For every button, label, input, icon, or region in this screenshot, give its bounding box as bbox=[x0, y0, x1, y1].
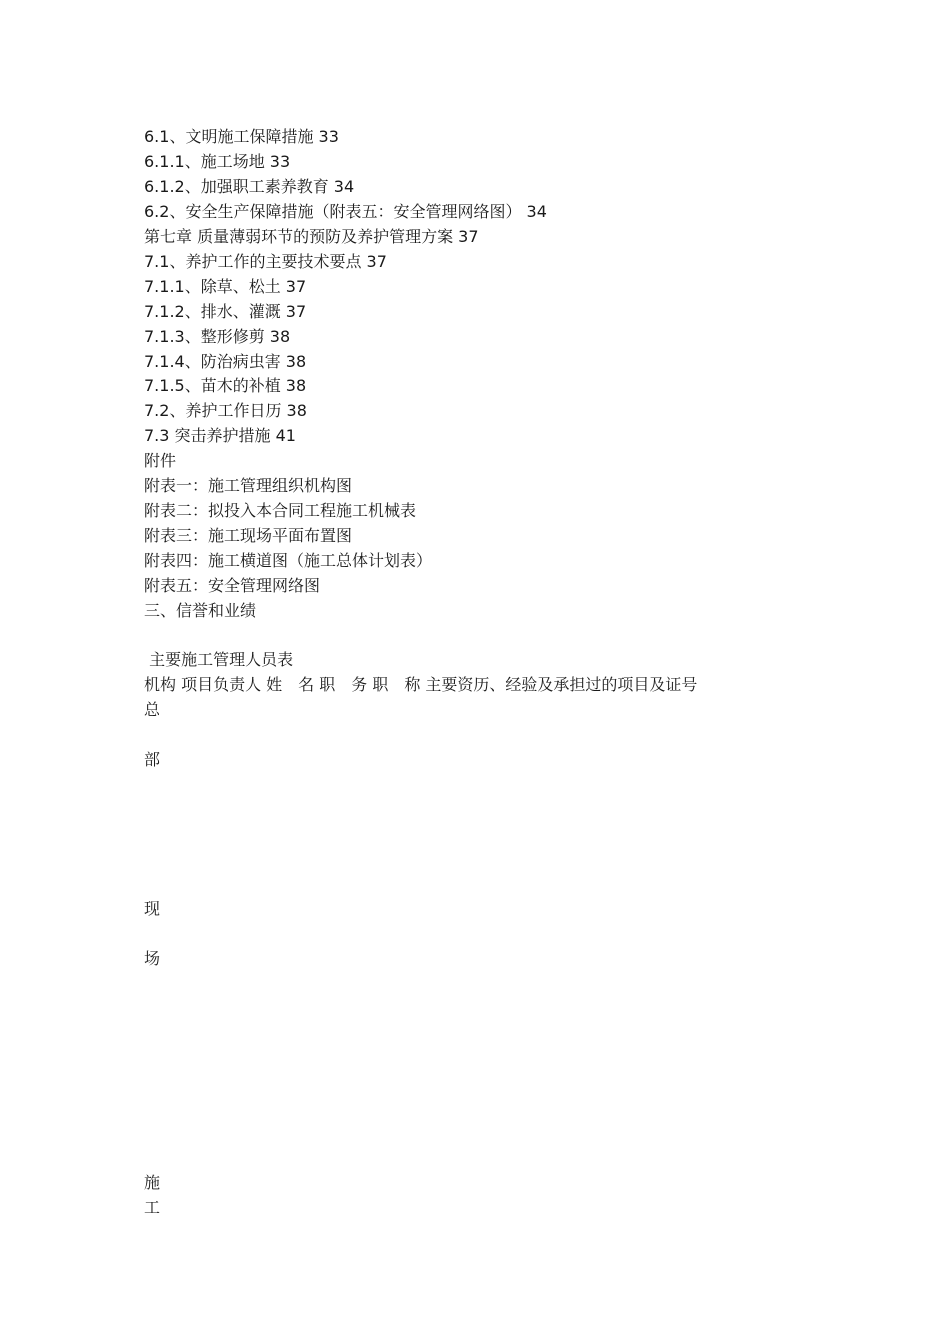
toc-entry: 6.2、安全生产保障措施（附表五：安全管理网络图） 34 bbox=[144, 202, 547, 221]
org-label: 现 bbox=[144, 899, 161, 918]
toc-entry: 7.2、养护工作日历 38 bbox=[144, 401, 307, 420]
toc-entry: 6.1.2、加强职工素养教育 34 bbox=[144, 177, 355, 196]
toc-entry: 7.1、养护工作的主要技术要点 37 bbox=[144, 252, 387, 271]
toc-entry: 7.1.3、整形修剪 38 bbox=[144, 327, 291, 346]
toc-entry: 附件 bbox=[144, 451, 177, 470]
toc-entry: 三、信誉和业绩 bbox=[144, 601, 257, 620]
toc-entry: 7.3 突击养护措施 41 bbox=[144, 426, 296, 445]
toc-entry: 附表四：施工横道图（施工总体计划表） bbox=[144, 551, 433, 570]
org-label: 总 bbox=[144, 700, 161, 719]
org-label: 工 bbox=[144, 1198, 161, 1217]
toc-entry: 6.1、文明施工保障措施 33 bbox=[144, 127, 339, 146]
toc-entry: 6.1.1、施工场地 33 bbox=[144, 152, 291, 171]
toc-entry: 附表二：拟投入本合同工程施工机械表 bbox=[144, 501, 417, 520]
org-label: 施 bbox=[144, 1173, 161, 1192]
toc-entry: 7.1.5、苗木的补植 38 bbox=[144, 376, 307, 395]
toc-entry: 第七章 质量薄弱环节的预防及养护管理方案 37 bbox=[144, 227, 479, 246]
toc-entry: 7.1.2、排水、灌溉 37 bbox=[144, 302, 307, 321]
org-label: 场 bbox=[144, 949, 161, 968]
org-label: 部 bbox=[144, 750, 161, 769]
toc-entry: 附表一：施工管理组织机构图 bbox=[144, 476, 353, 495]
toc-entry: 7.1.4、防治病虫害 38 bbox=[144, 352, 307, 371]
toc-entry: 7.1.1、除草、松土 37 bbox=[144, 277, 307, 296]
table-title: 主要施工管理人员表 bbox=[144, 650, 294, 669]
toc-entry: 附表三：施工现场平面布置图 bbox=[144, 526, 353, 545]
toc-entry: 附表五：安全管理网络图 bbox=[144, 576, 321, 595]
table-header: 机构 项目负责人 姓 名 职 务 职 称 主要资历、经验及承担过的项目及证号 bbox=[144, 675, 698, 694]
